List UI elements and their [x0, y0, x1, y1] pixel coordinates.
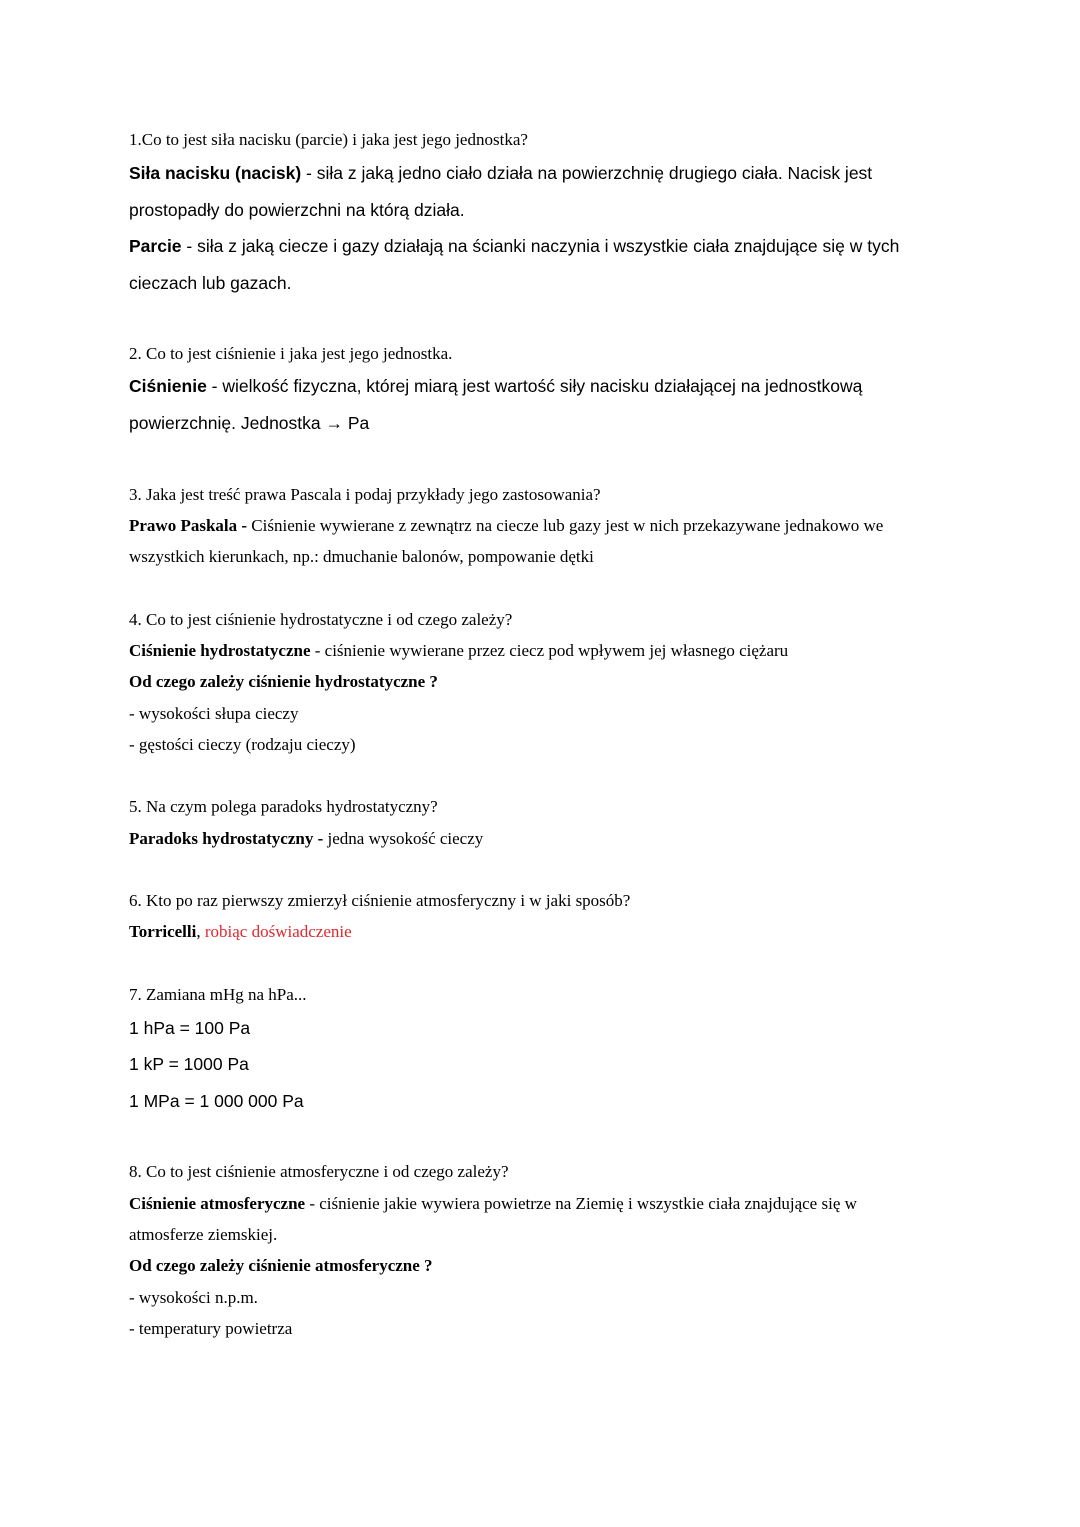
- subheading-8: Od czego zależy ciśnienie atmosferyczne ?: [129, 1256, 433, 1275]
- question-5: 5. Na czym polega paradoks hydrostatyczny?: [129, 797, 438, 816]
- term-sila-nacisku: Siła nacisku (nacisk): [129, 163, 302, 183]
- definition-text: - siła z jaką ciecze i gazy działają na ścianki naczynia i wszystkie ciała znajdujące się w tych: [181, 236, 900, 256]
- conversion-item: 1 hPa = 100 Pa: [129, 1018, 251, 1038]
- term-parcie: Parcie: [129, 236, 182, 256]
- list-item: - gęstości cieczy (rodzaju cieczy): [129, 735, 356, 754]
- definition-text: - ciśnienie jakie wywiera powietrze na Ziemię i wszystkie ciała znajdujące się w: [305, 1194, 857, 1213]
- question-6: 6. Kto po raz pierwszy zmierzył ciśnienie atmosferyczny i w jaki sposób?: [129, 891, 631, 910]
- definition-text: - ciśnienie wywierane przez ciecz pod wpływem jej własnego ciężaru: [310, 641, 789, 660]
- answer-3-line-1: [129, 516, 883, 536]
- answer-5: [129, 829, 483, 849]
- definition-text: Ciśnienie wywierane z zewnątrz na ciecze lub gazy jest w nich przekazywane jednakowo we: [247, 516, 884, 535]
- definition-text: - siła z jaką jedno ciało działa na powierzchnię drugiego ciała. Nacisk jest: [301, 163, 873, 183]
- term-cisnienie: Ciśnienie: [129, 376, 207, 396]
- answer-8-line-1: [129, 1194, 857, 1214]
- answer-1-line-4: cieczach lub gazach.: [129, 273, 292, 293]
- list-item: - wysokości n.p.m.: [129, 1288, 258, 1307]
- separator: ,: [196, 922, 205, 941]
- question-4: 4. Co to jest ciśnienie hydrostatyczne i od czego zależy?: [129, 610, 513, 629]
- answer-2-line-2: powierzchnię. Jednostka → Pa: [129, 413, 370, 433]
- answer-4-line-1: [129, 641, 788, 661]
- definition-text: - wielkość fizyczna, której miarą jest wartość siły nacisku działającej na jednostkową: [206, 376, 863, 396]
- answer-1-line-3: [129, 236, 899, 257]
- term-torricelli: Torricelli: [129, 922, 197, 941]
- term-paradoks-hydrostatyczny: Paradoks hydrostatyczny -: [129, 829, 324, 848]
- question-7: 7. Zamiana mHg na hPa...: [129, 985, 307, 1004]
- conversion-item: 1 kP = 1000 Pa: [129, 1054, 249, 1074]
- answer-1-line-2: prostopadły do powierzchni na którą działa.: [129, 200, 465, 220]
- definition-text: jedna wysokość cieczy: [323, 829, 484, 848]
- question-8: 8. Co to jest ciśnienie atmosferyczne i od czego zależy?: [129, 1162, 509, 1181]
- term-cisnienie-hydrostatyczne: Ciśnienie hydrostatyczne: [129, 641, 311, 660]
- subheading-4: Od czego zależy ciśnienie hydrostatyczne ?: [129, 672, 438, 691]
- question-2: 2. Co to jest ciśnienie i jaka jest jego jednostka.: [129, 344, 453, 363]
- answer-1-line-1: [129, 163, 872, 184]
- question-3: 3. Jaka jest treść prawa Pascala i podaj przykłady jego zastosowania?: [129, 485, 601, 504]
- list-item: - wysokości słupa cieczy: [129, 704, 299, 723]
- answer-2-line-1: [129, 376, 862, 397]
- term-cisnienie-atmosferyczne: Ciśnienie atmosferyczne: [129, 1194, 306, 1213]
- answer-highlight: robiąc doświadczenie: [204, 922, 352, 941]
- answer-6: [129, 922, 352, 942]
- answer-8-line-2: atmosferze ziemskiej.: [129, 1225, 278, 1244]
- list-item: - temperatury powietrza: [129, 1319, 293, 1338]
- answer-3-line-2: wszystkich kierunkach, np.: dmuchanie balonów, pompowanie dętki: [129, 547, 594, 566]
- term-prawo-paskala: Prawo Paskala -: [129, 516, 248, 535]
- question-1: 1.Co to jest siła nacisku (parcie) i jaka jest jego jednostka?: [129, 130, 528, 149]
- conversion-item: 1 MPa = 1 000 000 Pa: [129, 1091, 304, 1111]
